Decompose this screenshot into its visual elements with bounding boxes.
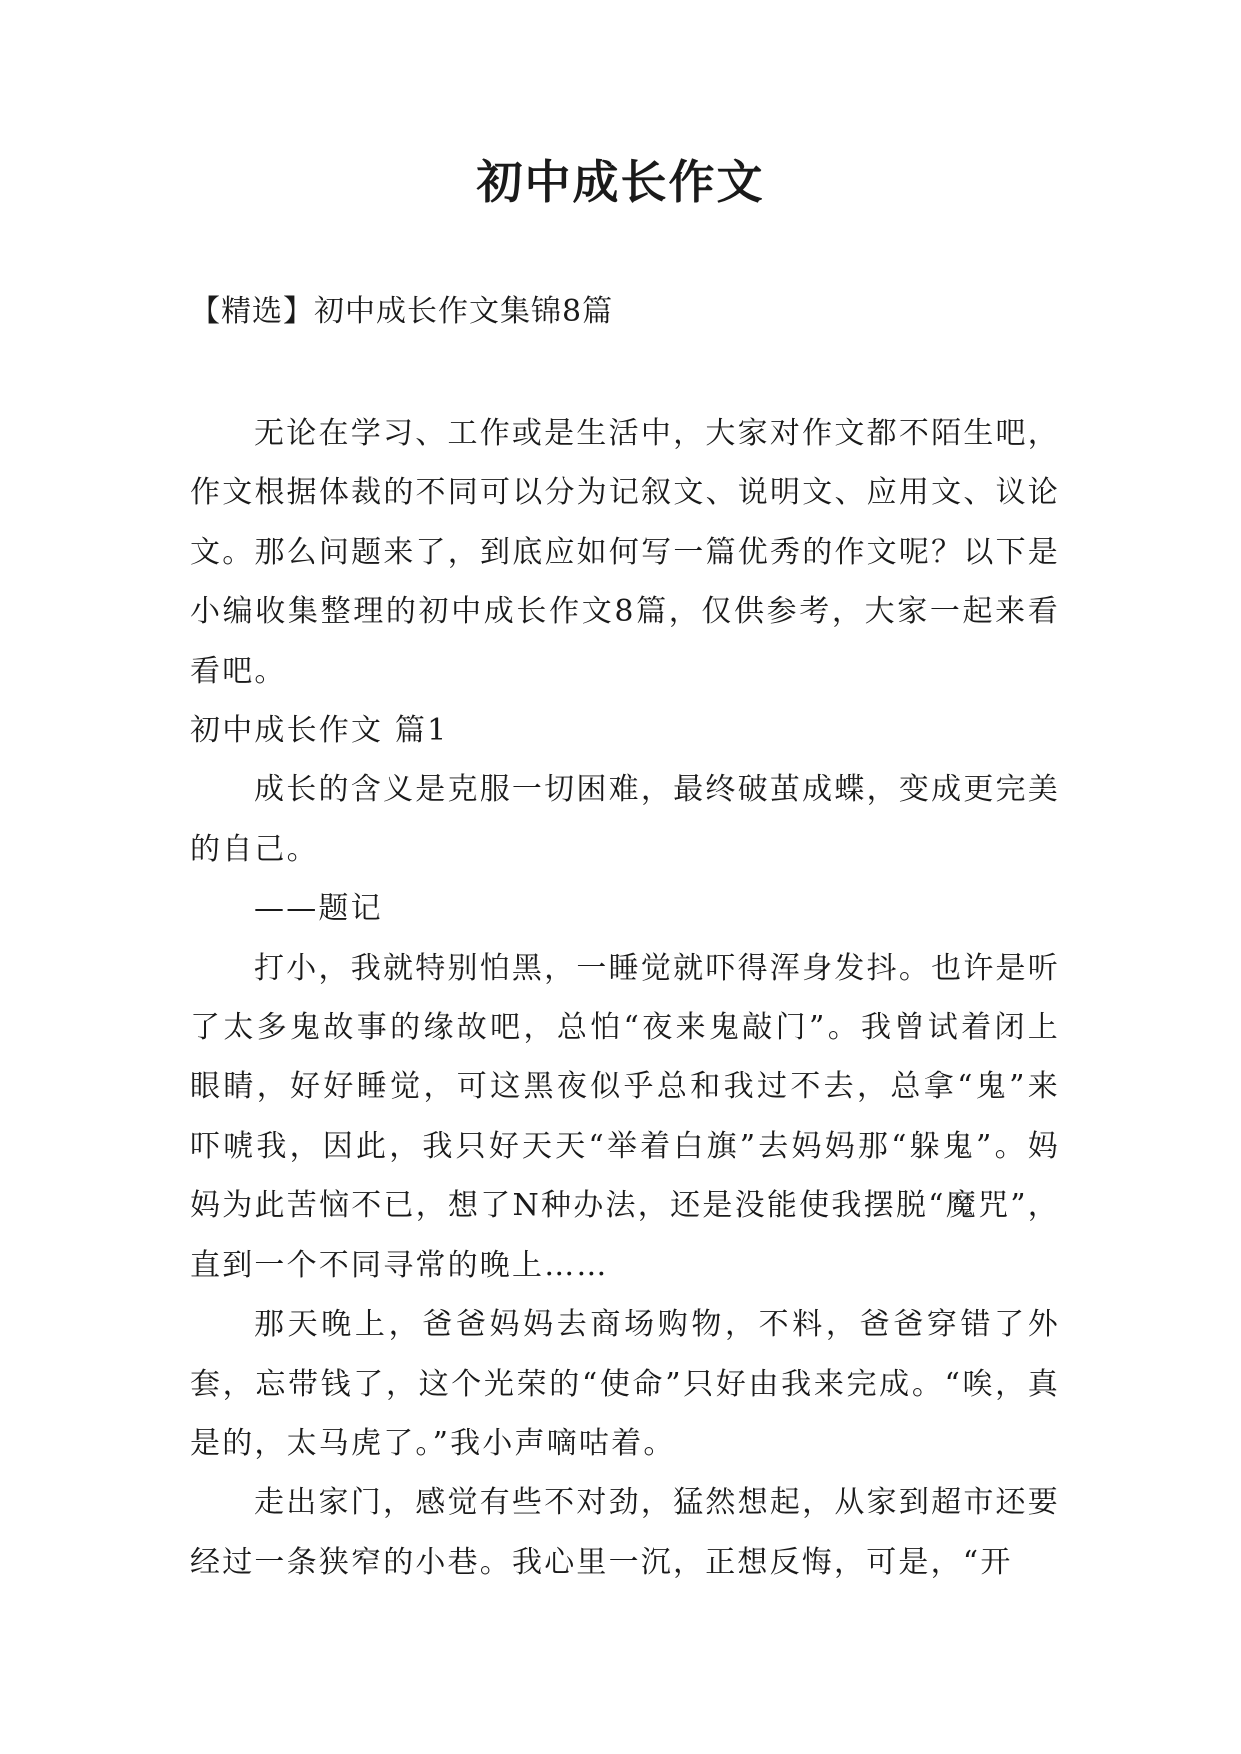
body-paragraph: 打小，我就特别怕黑，一睡觉就吓得浑身发抖。也许是听了太多鬼故事的缘故吧，总怕“夜来鬼敲门”。我曾试着闭上眼睛，好好睡觉，可这黑夜似乎总和我过不去，总拿“鬼”来吓唬我，因此，我只好天天“举着白旗”去妈妈那“躲鬼”。妈妈为此苦恼不已，想了N种办法，还是没能使我摆脱“魔咒”，直到一个不同寻常的晚上…… — [190, 950, 1060, 1283]
intro-paragraph: 无论在学习、工作或是生活中，大家对作文都不陌生吧，作文根据体裁的不同可以分为记叙文、说明文、应用文、议论文。那么问题来了，到底应如何写一篇优秀的作文呢？以下是小编收集整理的初中成长作文8篇，仅供参考，大家一起来看看吧。 — [190, 416, 1060, 689]
document-subtitle: 【精选】初中成长作文集锦8篇 — [190, 294, 614, 329]
section-heading: 初中成长作文 篇1 — [190, 713, 449, 749]
body-paragraph: 走出家门，感觉有些不对劲，猛然想起，从家到超市还要经过一条狭窄的小巷。我心里一沉，正想反悔，可是，“开 — [190, 1485, 1060, 1580]
body-paragraph: 那天晚上，爸爸妈妈去商场购物，不料，爸爸穿错了外套，忘带钱了，这个光荣的“使命”只好由我来完成。“唉，真是的，太马虎了。”我小声嘀咕着。 — [190, 1307, 1060, 1461]
epigraph-attribution: ——题记 — [254, 891, 383, 927]
body-paragraph: 成长的含义是克服一切困难，最终破茧成蝶，变成更完美的自己。 — [190, 772, 1060, 867]
document-body — [190, 404, 1060, 1592]
document-title: 初中成长作文 — [476, 155, 765, 209]
